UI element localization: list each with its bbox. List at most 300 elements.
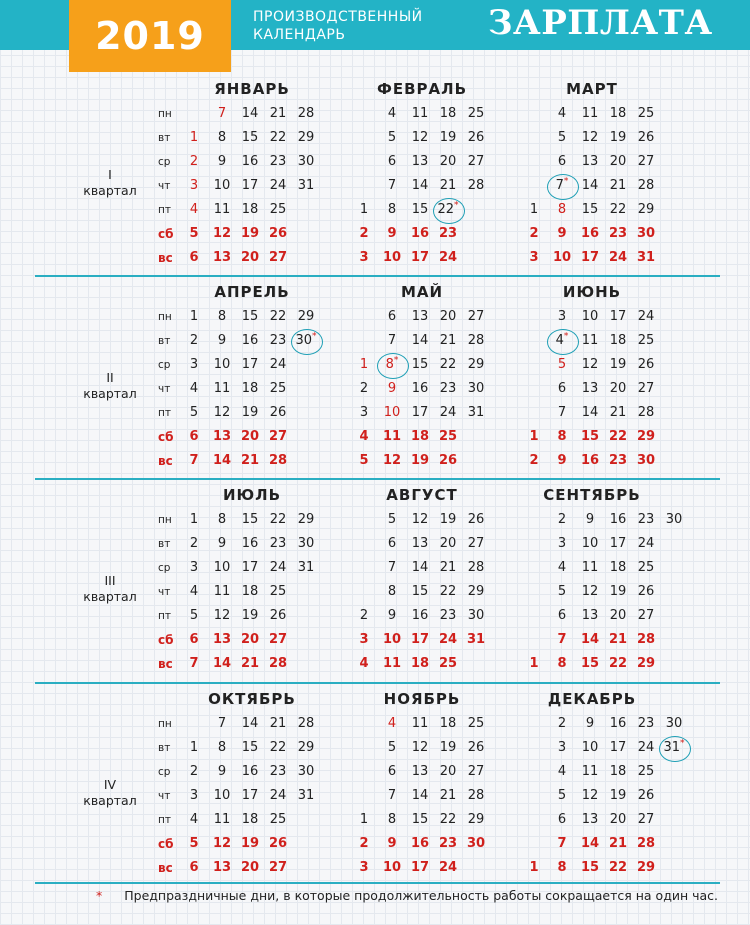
day-number: 4 [189, 381, 199, 396]
day-cell [631, 356, 661, 374]
day-cell [547, 129, 577, 147]
day-cell [603, 249, 633, 267]
day-number: 3 [529, 250, 539, 265]
day-number: 28 [636, 632, 656, 647]
day-cell [461, 511, 491, 529]
day-cell [235, 583, 265, 601]
day-number: 27 [467, 536, 485, 551]
day-cell [179, 559, 209, 577]
day-cell [603, 763, 633, 781]
day-number: 3 [359, 405, 369, 420]
day-number: 16 [241, 154, 259, 169]
day-cell [207, 332, 237, 350]
day-cell [291, 105, 321, 123]
day-cell [235, 380, 265, 398]
day-number: 2 [359, 226, 369, 241]
day-number: 17 [410, 632, 430, 647]
day-cell [603, 607, 633, 625]
day-cell [405, 631, 435, 649]
day-number: 31 [636, 250, 656, 265]
day-number: 28 [467, 560, 485, 575]
day-cell [547, 535, 577, 553]
day-number: 26 [269, 608, 287, 623]
day-number: 9 [585, 716, 595, 731]
day-cell [235, 607, 265, 625]
day-number: 20 [240, 860, 260, 875]
day-number: 27 [467, 764, 485, 779]
day-cell [405, 655, 435, 673]
day-cell [179, 655, 209, 673]
day-number: 22 [608, 429, 628, 444]
day-cell [349, 428, 379, 446]
day-number: 18 [241, 381, 259, 396]
day-number: 7 [387, 178, 397, 193]
short-day-star: * [393, 355, 399, 366]
day-number: 4 [189, 812, 199, 827]
day-cell [291, 739, 321, 757]
day-number: 1 [529, 860, 539, 875]
day-number: 29 [297, 309, 315, 324]
day-number: 22 [269, 512, 287, 527]
day-number: 21 [439, 333, 457, 348]
day-cell [235, 332, 265, 350]
day-cell [349, 404, 379, 422]
day-number: 20 [609, 154, 627, 169]
day-cell [547, 249, 577, 267]
day-cell [603, 511, 633, 529]
day-cell [235, 105, 265, 123]
day-cell [405, 535, 435, 553]
day-number: 29 [297, 130, 315, 145]
day-number: 12 [581, 130, 599, 145]
day-cell [575, 715, 605, 733]
day-number: 19 [410, 453, 430, 468]
day-number: 24 [438, 250, 458, 265]
day-cell [377, 631, 407, 649]
day-cell [603, 811, 633, 829]
day-cell [575, 201, 605, 219]
day-number: 11 [411, 716, 429, 731]
day-number: 8 [217, 740, 227, 755]
day-cell [263, 607, 293, 625]
day-cell [377, 404, 407, 422]
day-cell [235, 811, 265, 829]
day-number: 9 [217, 536, 227, 551]
day-cell [433, 739, 463, 757]
day-number: 9 [217, 333, 227, 348]
day-number: 28 [637, 178, 655, 193]
day-number: 25 [637, 560, 655, 575]
day-cell [603, 356, 633, 374]
day-name-label: сб [158, 837, 174, 851]
day-number: 25 [467, 106, 485, 121]
day-number: 12 [213, 405, 231, 420]
day-cell [575, 787, 605, 805]
day-number: 5 [387, 512, 397, 527]
short-day-star: * [680, 738, 685, 749]
day-number: 4 [557, 764, 567, 779]
day-number: 1 [189, 740, 199, 755]
day-cell [179, 308, 209, 326]
day-name-label: чт [158, 790, 171, 802]
day-name-label: сб [158, 430, 174, 444]
day-number: 27 [268, 632, 288, 647]
footnote-text: Предпраздничные дни, в которые продолжительность работы сокращается на один час. [124, 888, 718, 903]
day-number: 26 [467, 740, 485, 755]
day-number: 6 [189, 860, 199, 875]
day-number: 17 [241, 788, 259, 803]
day-number: 16 [580, 226, 600, 241]
day-cell [291, 535, 321, 553]
day-cell [349, 835, 379, 853]
day-number: 11 [213, 381, 231, 396]
day-number: 7 [189, 656, 199, 671]
day-cell [207, 452, 237, 470]
day-cell [603, 380, 633, 398]
day-cell [291, 129, 321, 147]
day-cell [405, 559, 435, 577]
day-cell [433, 356, 463, 374]
day-cell [575, 655, 605, 673]
day-number: 29 [297, 512, 315, 527]
day-cell [575, 177, 605, 195]
day-cell [433, 763, 463, 781]
day-number: 28 [467, 788, 485, 803]
day-number: 1 [189, 130, 199, 145]
day-cell [631, 225, 661, 243]
day-cell [433, 308, 463, 326]
day-cell [631, 332, 661, 350]
day-cell [575, 356, 605, 374]
day-cell [547, 559, 577, 577]
day-number: 4 [359, 656, 369, 671]
subtitle-line-2: КАЛЕНДАРЬ [253, 27, 346, 43]
day-name-label: чт [158, 180, 171, 192]
day-cell [575, 763, 605, 781]
day-number: 8 [387, 584, 397, 599]
day-number: 11 [382, 429, 402, 444]
day-number: 5 [387, 740, 397, 755]
day-cell [575, 105, 605, 123]
day-number: 3 [557, 740, 567, 755]
day-number: 15 [580, 656, 600, 671]
day-cell [263, 153, 293, 171]
day-number: 19 [241, 405, 259, 420]
day-cell [547, 583, 577, 601]
day-number: 24 [438, 860, 458, 875]
day-number: 10 [382, 860, 402, 875]
day-number: 1 [189, 309, 199, 324]
day-name-label: вс [158, 454, 173, 468]
day-cell [235, 249, 265, 267]
day-cell [377, 787, 407, 805]
day-cell [547, 607, 577, 625]
day-cell [631, 452, 661, 470]
day-number: 19 [241, 608, 259, 623]
day-name-label: ср [158, 562, 171, 574]
day-number: 18 [439, 106, 457, 121]
day-number: 21 [609, 178, 627, 193]
day-cell [547, 428, 577, 446]
day-cell [433, 715, 463, 733]
day-cell [377, 655, 407, 673]
month-name: МАРТ [566, 80, 618, 98]
day-number: 8 [217, 512, 227, 527]
day-number: 24 [269, 788, 287, 803]
day-cell [207, 308, 237, 326]
day-cell [519, 859, 549, 877]
day-cell [519, 249, 549, 267]
day-number: 13 [411, 154, 429, 169]
day-cell [263, 380, 293, 398]
day-cell [377, 835, 407, 853]
day-cell [377, 559, 407, 577]
day-number: 28 [636, 836, 656, 851]
day-cell [207, 535, 237, 553]
day-cell [575, 835, 605, 853]
day-cell [631, 153, 661, 171]
day-number: 15 [241, 512, 259, 527]
day-number: 1 [529, 656, 539, 671]
day-number: 22 [439, 357, 457, 372]
day-cell [263, 859, 293, 877]
day-cell [631, 129, 661, 147]
quarter-block [0, 283, 750, 486]
day-number: 21 [269, 716, 287, 731]
day-number: 24 [439, 405, 457, 420]
day-number: 31 [297, 788, 315, 803]
month-name: АПРЕЛЬ [214, 283, 290, 301]
day-number: 17 [609, 536, 627, 551]
day-number: 7 [557, 836, 567, 851]
day-number: 15 [580, 860, 600, 875]
day-number: 17 [609, 309, 627, 324]
day-number: 13 [212, 860, 232, 875]
day-number: 16 [241, 536, 259, 551]
day-cell [547, 452, 577, 470]
day-number: 19 [439, 512, 457, 527]
day-number: 14 [212, 453, 232, 468]
day-cell [263, 631, 293, 649]
day-number: 24 [637, 309, 655, 324]
day-number: 12 [212, 226, 232, 241]
day-name-label: пн [158, 311, 172, 323]
day-cell [263, 129, 293, 147]
day-cell [377, 607, 407, 625]
day-number: 28 [467, 178, 485, 193]
day-cell [235, 428, 265, 446]
day-cell [433, 380, 463, 398]
day-cell [631, 835, 661, 853]
day-number: 29 [636, 860, 656, 875]
day-cell [547, 811, 577, 829]
day-number: 8 [557, 656, 567, 671]
day-number: 13 [212, 250, 232, 265]
day-number: 31 [663, 740, 681, 755]
day-number: 10 [213, 560, 231, 575]
day-cell [547, 225, 577, 243]
day-number: 9 [557, 226, 567, 241]
day-cell [575, 631, 605, 649]
day-cell [235, 356, 265, 374]
day-cell [291, 787, 321, 805]
day-number: 23 [608, 226, 628, 241]
day-number: 9 [387, 836, 397, 851]
day-number: 9 [387, 381, 397, 396]
day-number: 7 [217, 106, 227, 121]
day-cell [179, 583, 209, 601]
day-cell [575, 308, 605, 326]
day-cell [349, 356, 379, 374]
day-cell [547, 763, 577, 781]
day-number: 1 [359, 202, 369, 217]
day-cell [433, 583, 463, 601]
quarter-word: квартал [83, 793, 137, 808]
day-cell [235, 511, 265, 529]
day-cell [179, 631, 209, 649]
day-number: 15 [241, 740, 259, 755]
day-number: 11 [581, 560, 599, 575]
day-cell [377, 535, 407, 553]
day-name-label: вт [158, 538, 171, 550]
day-cell [207, 356, 237, 374]
day-cell [207, 225, 237, 243]
day-cell [547, 380, 577, 398]
day-number: 4 [189, 584, 199, 599]
day-number: 4 [555, 333, 564, 348]
short-day-cell [377, 356, 407, 374]
month-name: ИЮЛЬ [222, 486, 282, 504]
day-number: 2 [557, 716, 567, 731]
day-number: 12 [411, 512, 429, 527]
day-cell [207, 201, 237, 219]
day-number: 22 [269, 740, 287, 755]
day-cell [575, 380, 605, 398]
day-number: 27 [467, 154, 485, 169]
day-number: 14 [241, 106, 259, 121]
day-cell [631, 859, 661, 877]
day-cell [405, 763, 435, 781]
day-number: 17 [580, 250, 600, 265]
day-number: 23 [608, 453, 628, 468]
day-cell [377, 763, 407, 781]
day-number: 30 [467, 381, 485, 396]
day-cell [207, 511, 237, 529]
day-cell [547, 835, 577, 853]
day-cell [547, 105, 577, 123]
day-number: 4 [557, 560, 567, 575]
day-number: 3 [189, 788, 199, 803]
day-number: 2 [529, 453, 539, 468]
day-number: 18 [609, 764, 627, 779]
day-number: 16 [580, 453, 600, 468]
day-number: 9 [217, 764, 227, 779]
day-number: 27 [467, 309, 485, 324]
day-number: 19 [240, 836, 260, 851]
short-day-star: * [312, 331, 317, 342]
day-number: 27 [637, 154, 655, 169]
day-cell [377, 811, 407, 829]
day-number: 24 [637, 536, 655, 551]
day-number: 26 [467, 512, 485, 527]
day-cell [461, 631, 491, 649]
day-number: 3 [359, 250, 369, 265]
day-cell [263, 811, 293, 829]
day-cell [207, 129, 237, 147]
day-cell [349, 607, 379, 625]
day-cell [405, 332, 435, 350]
quarter-number: II [106, 370, 114, 385]
day-number: 13 [581, 381, 599, 396]
day-number: 20 [439, 154, 457, 169]
day-number: 10 [581, 740, 599, 755]
day-cell [433, 404, 463, 422]
day-number: 11 [382, 656, 402, 671]
day-cell [405, 177, 435, 195]
day-cell [377, 739, 407, 757]
day-cell [575, 332, 605, 350]
day-cell [631, 535, 661, 553]
day-name-label: пт [158, 407, 171, 419]
day-number: 23 [438, 836, 458, 851]
day-number: 22 [269, 130, 287, 145]
day-cell [547, 655, 577, 673]
day-name-label: пт [158, 204, 171, 216]
day-cell [349, 811, 379, 829]
day-number: 26 [269, 405, 287, 420]
day-cell [631, 249, 661, 267]
day-name-label: вт [158, 742, 171, 754]
day-number: 9 [387, 226, 397, 241]
day-number: 28 [268, 656, 288, 671]
day-cell [631, 811, 661, 829]
day-number: 25 [637, 333, 655, 348]
day-name-label: пт [158, 610, 171, 622]
day-number: 21 [439, 560, 457, 575]
day-number: 25 [269, 812, 287, 827]
day-number: 13 [581, 154, 599, 169]
day-number: 24 [269, 357, 287, 372]
day-cell [207, 249, 237, 267]
day-cell [575, 511, 605, 529]
day-number: 20 [439, 536, 457, 551]
day-number: 25 [438, 656, 458, 671]
day-number: 10 [382, 250, 402, 265]
day-cell [207, 787, 237, 805]
day-cell [263, 715, 293, 733]
day-cell [377, 511, 407, 529]
day-number: 3 [359, 632, 369, 647]
day-number: 14 [212, 656, 232, 671]
quarter-number: I [108, 167, 112, 182]
day-number: 5 [557, 788, 567, 803]
day-cell [433, 511, 463, 529]
day-name-label: пн [158, 718, 172, 730]
day-cell [179, 739, 209, 757]
day-number: 9 [217, 154, 227, 169]
day-cell [207, 607, 237, 625]
day-cell [179, 763, 209, 781]
day-cell [433, 535, 463, 553]
day-cell [235, 559, 265, 577]
day-cell [547, 739, 577, 757]
day-cell [519, 452, 549, 470]
day-cell [349, 631, 379, 649]
footnote [96, 888, 736, 904]
day-cell [405, 129, 435, 147]
day-number: 8 [387, 812, 397, 827]
day-number: 13 [581, 812, 599, 827]
